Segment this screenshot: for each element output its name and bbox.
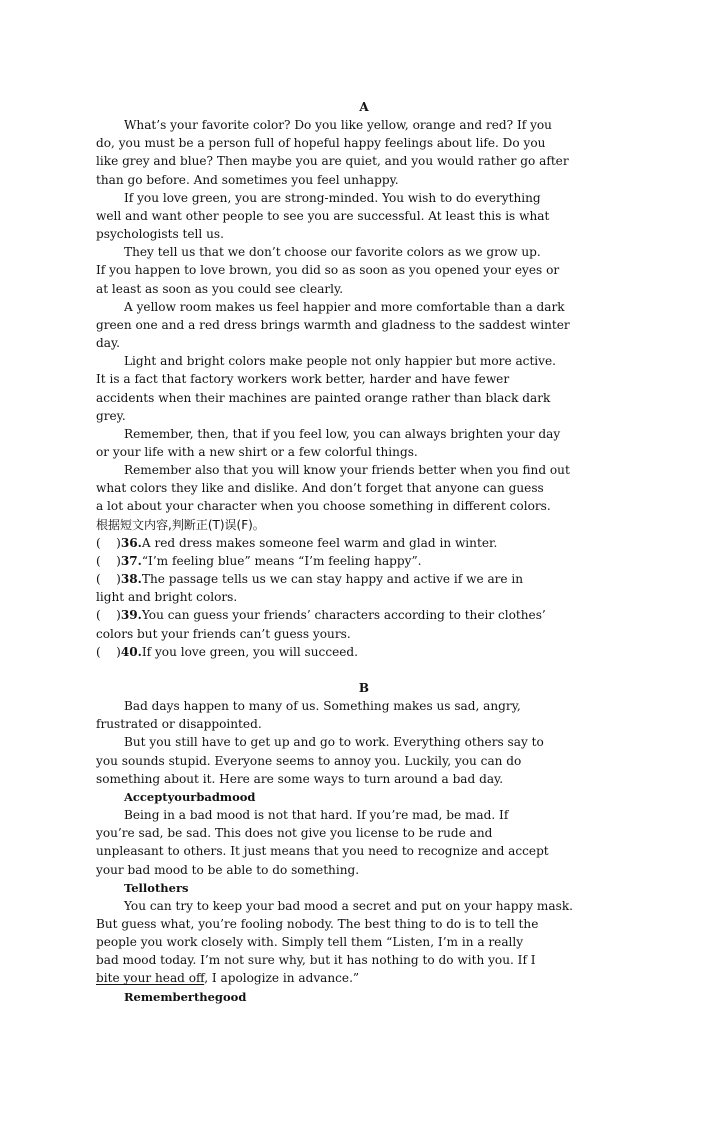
passage-line: psychologists tell us. [96,227,224,242]
passage-line: grey. [96,408,126,423]
passage-line: a lot about your character when you choose something in different colors. [96,499,551,514]
question-number: 38. [120,572,142,587]
passage-line: well and want other people to see you are successful. At least this is what [96,208,550,223]
subheading-remember-the-good: Rememberthegood [124,989,247,1004]
answer-blank[interactable]: ( ) [96,608,121,623]
question-text: You can guess your friends’ characters according to their clothes’ [141,608,546,623]
section-spacer [96,661,632,679]
paragraph-accept-your-bad-mood [96,806,632,879]
passage-line: But you still have to get up and go to work. Everything others say to [124,735,544,750]
question-item [96,643,632,661]
section-a-passage [96,116,632,515]
passage-line: Remember also that you will know your friends better when you find out [124,463,570,478]
answer-blank[interactable]: ( ) [96,644,121,659]
instruction-text: 根据短文内容,判断正(T)误(F)。 [96,517,265,532]
passage-line: unpleasant to others. It just means that you need to recognize and accept [96,844,549,859]
question-number: 39. [120,608,142,623]
passage-line: A yellow room makes us feel happier and more comfortable than a dark [124,299,565,314]
passage-line: your bad mood to be able to do something. [96,862,360,877]
question-number: 40. [120,644,142,659]
passage-line: than go before. And sometimes you feel unhappy. [96,172,399,187]
paragraph-tell-others-last-line [96,969,632,987]
passage-line: Being in a bad mood is not that hard. If you’re mad, be mad. If [124,808,509,823]
passage-line: You can try to keep your bad mood a secret and put on your happy mask. [124,898,573,913]
line-text: , I apologize in advance.” [204,971,360,986]
passage-line: But guess what, you’re fooling nobody. The best thing to do is to tell the [96,917,539,932]
question-number: 36. [120,535,142,550]
question-continuation: colors but your friends can’t guess yours. [96,626,351,641]
passage-line: people you work closely with. Simply tell them “Listen, I’m in a really [96,935,524,950]
question-item [96,534,632,552]
section-b-heading: B [358,680,370,695]
underlined-phrase: bite your head off [96,971,205,986]
passage-line: They tell us that we don’t choose our favorite colors as we grow up. [124,245,541,260]
section-a-heading: A [359,100,369,114]
passage-line: Remember, then, that if you feel low, you can always brighten your day [124,426,561,441]
true-false-questions [96,534,632,661]
passage-line: or your life with a new shirt or a few colorful things. [96,444,418,459]
passage-line: If you happen to love brown, you did so as soon as you opened your eyes or [96,263,560,278]
passage-line: green one and a red dress brings warmth and gladness to the saddest winter [96,317,570,332]
passage-line: If you love green, you are strong-minded. You wish to do everything [124,190,541,205]
passage-line: frustrated or disappointed. [96,717,262,732]
passage-line: Bad days happen to many of us. Something makes us sad, angry, [124,699,521,714]
passage-line: you’re sad, be sad. This does not give you license to be rude and [96,826,493,841]
passage-line: you sounds stupid. Everyone seems to annoy you. Luckily, you can do [96,753,522,768]
subheading-accept-your-bad-mood: Acceptyourbadmood [124,789,256,804]
paragraph-tell-others [96,897,632,970]
question-item [96,606,632,624]
question-item [96,552,632,570]
passage-line: like grey and blue? Then maybe you are quiet, and you would rather go after [96,154,569,169]
answer-blank[interactable]: ( ) [96,553,121,568]
question-text: If you love green, you will succeed. [141,644,359,659]
question-text: The passage tells us we can stay happy and active if we are in [141,572,524,587]
question-continuation: light and bright colors. [96,590,238,605]
answer-blank[interactable]: ( ) [96,535,121,550]
question-text: A red dress makes someone feel warm and glad in winter. [141,535,498,550]
passage-line: day. [96,336,121,351]
question-text: “I’m feeling blue” means “I’m feeling happy”. [141,553,422,568]
passage-line: do, you must be a person full of hopeful happy feelings about life. Do you [96,136,546,151]
question-item [96,570,632,588]
answer-blank[interactable]: ( ) [96,572,121,587]
passage-line: accidents when their machines are painted orange rather than black dark [96,390,551,405]
passage-line: It is a fact that factory workers work better, harder and have fewer [96,372,510,387]
passage-line: Light and bright colors make people not only happier but more active. [124,354,557,369]
passage-line: at least as soon as you could see clearly. [96,281,344,296]
section-b-intro [96,697,632,788]
subheading-tell-others: Tellothers [124,880,189,895]
passage-line: What’s your favorite color? Do you like yellow, orange and red? If you [124,118,552,133]
passage-line: what colors they like and dislike. And don’t forget that anyone can guess [96,481,544,496]
passage-line: bad mood today. I’m not sure why, but it has nothing to do with you. If I [96,953,536,968]
passage-line: something about it. Here are some ways to turn around a bad day. [96,771,504,786]
question-number: 37. [120,553,142,568]
